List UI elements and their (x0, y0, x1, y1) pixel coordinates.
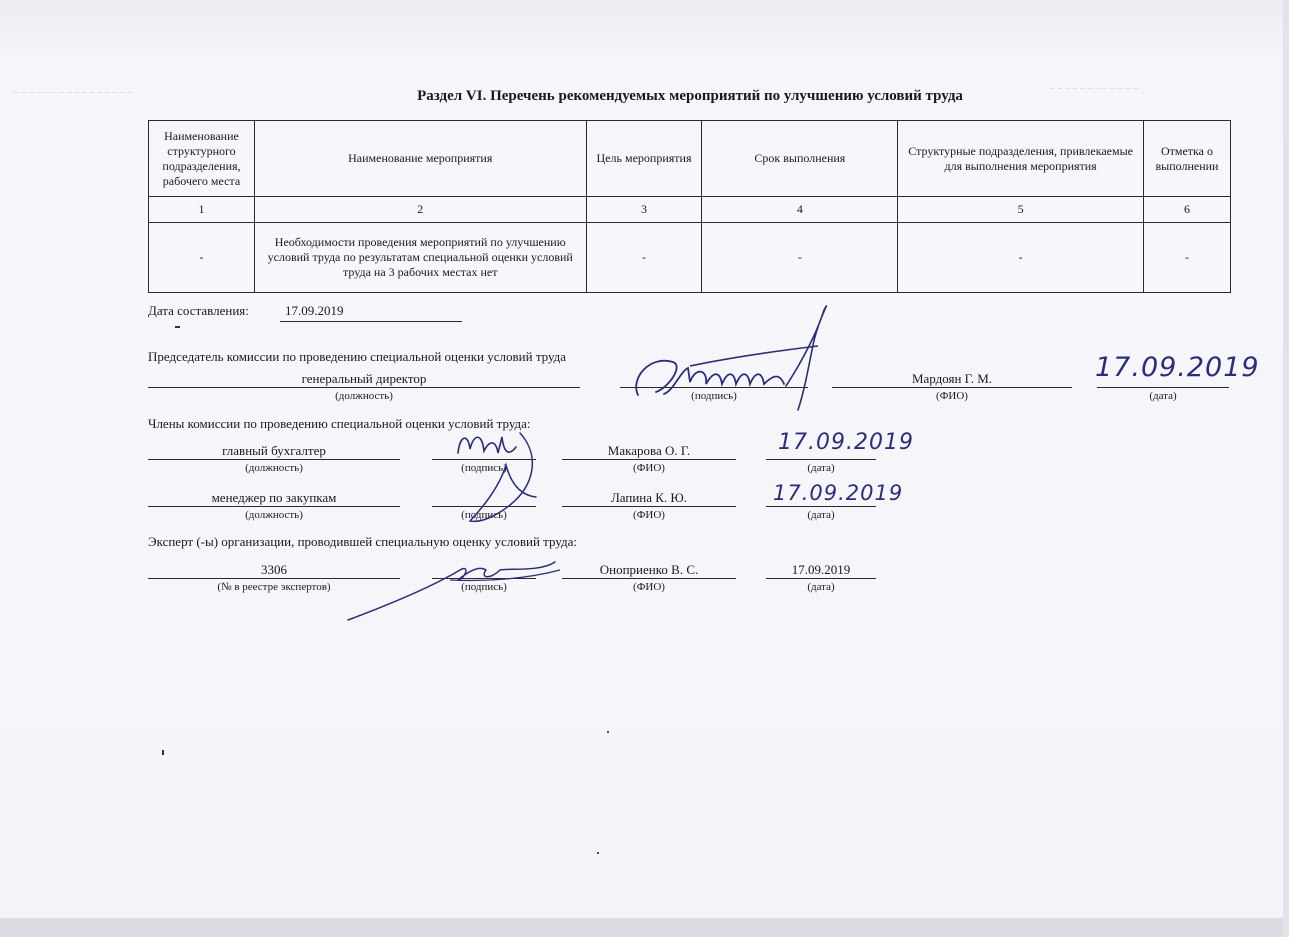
member-date-caption: (дата) (807, 509, 835, 521)
show-through-text: ‾ ‾ ‾ ‾ ‾ ‾ ‾ ‾ ‾ ‾ ‾ ‾ ‾ ‾ ‾ ‾ (14, 90, 133, 105)
table-number-row (149, 197, 1231, 223)
member-handwritten-date: 17.09.2019 (778, 430, 914, 455)
column-number: 2 (254, 197, 586, 223)
chairman-position: генеральный директор (301, 371, 427, 386)
header-cell: Наименование структурного подразделения, рабочего места (149, 121, 255, 197)
member-name-caption: (ФИО) (633, 509, 665, 521)
member-date-line (766, 506, 876, 507)
header-cell: Наименование мероприятия (254, 121, 586, 197)
scan-speck (607, 731, 609, 733)
measures-table (148, 120, 1231, 293)
scan-edge-right (1283, 0, 1289, 937)
scan-speck (175, 326, 180, 328)
column-number: 5 (898, 197, 1144, 223)
member-position: менеджер по закупкам (211, 490, 337, 505)
expert-name-caption: (ФИО) (633, 581, 665, 593)
expert-date: 17.09.2019 (791, 562, 851, 577)
expert-name: Оноприенко В. С. (599, 562, 699, 577)
member-signature (440, 425, 555, 530)
header-cell: Цель мероприятия (586, 121, 702, 197)
expert-registry-caption: (№ в реестре экспертов) (217, 581, 331, 593)
compilation-label: Дата составления: (148, 303, 249, 318)
member-position: главный бухгалтер (222, 443, 326, 458)
header-cell: Структурные подразделения, привлекаемые для выполнения мероприятия (898, 121, 1144, 197)
chairman-signature-caption: (подпись) (691, 390, 737, 402)
compilation-date-line (280, 321, 462, 322)
member-date-caption: (дата) (807, 462, 835, 474)
expert-signature-caption: (подпись) (461, 581, 507, 593)
member-signature-caption: (подпись) (461, 509, 507, 521)
chairman-name: Мардоян Г. М. (911, 371, 993, 386)
table-cell: Необходимости проведения мероприятий по улучшению условий труда по результатам специальной оценки условий труда на 3 рабочих местах нет (254, 223, 586, 293)
section-title: Раздел VI. Перечень рекомендуемых мероприятий по улучшению условий труда (417, 88, 963, 104)
members-heading: Члены комиссии по проведению специальной оценки условий труда: (148, 416, 531, 431)
header-cell: Отметка о выполнении (1143, 121, 1230, 197)
chairman-name-caption: (ФИО) (936, 390, 968, 402)
table-cell: - (702, 223, 898, 293)
table-row (149, 223, 1231, 293)
member-name-line (562, 506, 736, 507)
column-number: 6 (1143, 197, 1230, 223)
column-number: 1 (149, 197, 255, 223)
show-through-text: ‾ ‾ ‾ ‾ ‾ ‾ ‾ ‾ ‾ ‾ ‾ ‾ (1050, 86, 1138, 101)
member-date-line (766, 459, 876, 460)
scan-speck (597, 852, 599, 854)
chairman-date-caption: (дата) (1149, 390, 1177, 402)
column-number: 3 (586, 197, 702, 223)
chairman-heading: Председатель комиссии по проведению специальной оценки условий труда (148, 349, 567, 364)
expert-date-caption: (дата) (807, 581, 835, 593)
chairman-position-line (148, 387, 580, 388)
expert-heading: Эксперт (-ы) организации, проводившей специальную оценку условий труда: (148, 534, 578, 549)
column-number: 4 (702, 197, 898, 223)
table-cell: - (149, 223, 255, 293)
member-name-line (562, 459, 736, 460)
chairman-position-caption: (должность) (335, 390, 393, 402)
member-position-line (148, 459, 400, 460)
expert-registry-number: 3306 (261, 562, 287, 577)
table-header-row (149, 121, 1231, 197)
chairman-signature (628, 300, 833, 420)
expert-name-line (562, 578, 736, 579)
member-name: Макарова О. Г. (607, 443, 691, 458)
scan-speck (162, 750, 164, 755)
member-position-caption: (должность) (245, 509, 303, 521)
table-cell: - (898, 223, 1144, 293)
member-position-caption: (должность) (245, 462, 303, 474)
header-cell: Срок выполнения (702, 121, 898, 197)
compilation-date: 17.09.2019 (285, 303, 344, 318)
member-position-line (148, 506, 400, 507)
chairman-date-line (1097, 387, 1229, 388)
table-cell: - (586, 223, 702, 293)
scan-edge-bottom (0, 918, 1289, 937)
expert-date-line (766, 578, 876, 579)
member-signature-caption: (подпись) (461, 462, 507, 474)
chairman-handwritten-date: 17.09.2019 (1095, 352, 1260, 383)
chairman-name-line (832, 387, 1072, 388)
table-cell: - (1143, 223, 1230, 293)
expert-signature (340, 548, 565, 628)
member-name-caption: (ФИО) (633, 462, 665, 474)
member-name: Лапина К. Ю. (610, 490, 688, 505)
member-handwritten-date: 17.09.2019 (773, 481, 904, 505)
